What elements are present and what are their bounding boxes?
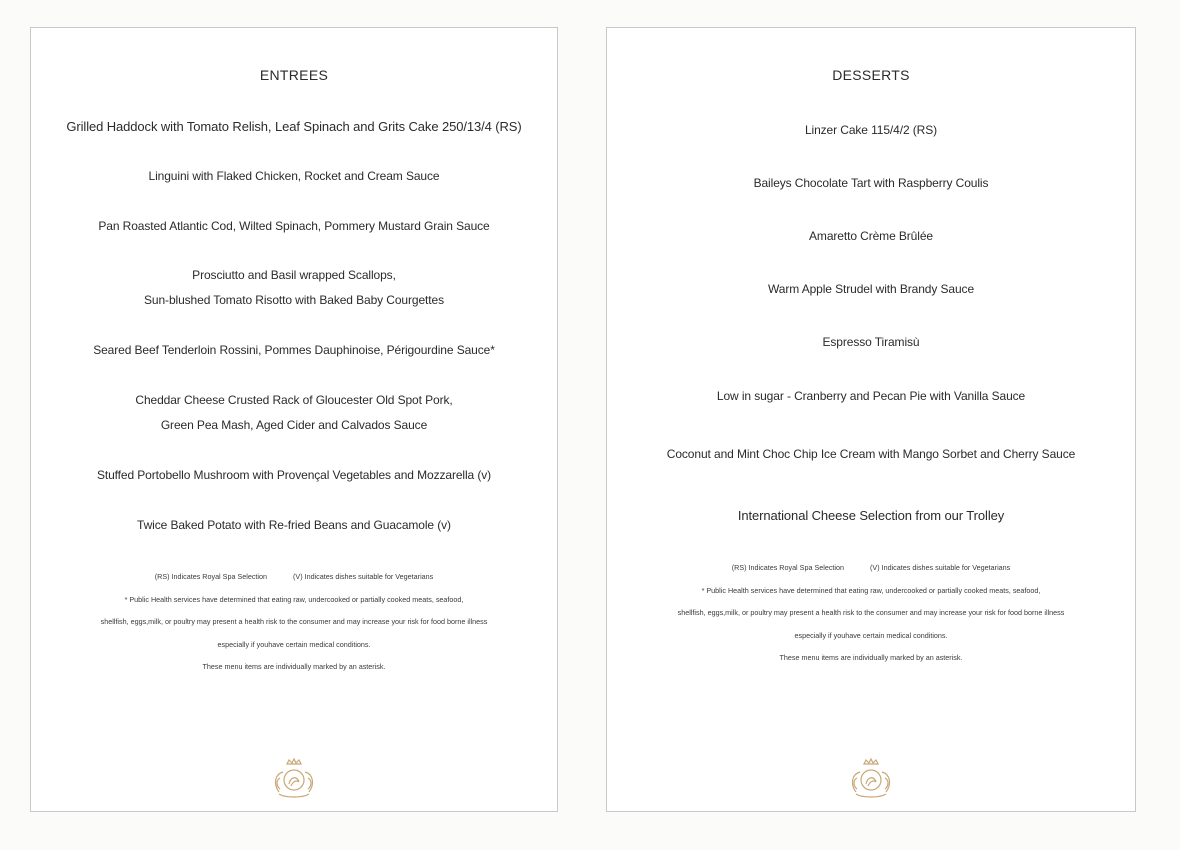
dish-line: Sun-blushed Tomato Risotto with Baked Baby Courgettes: [144, 293, 444, 307]
health-notice-line: * Public Health services have determined that eating raw, undercooked or partially cooked meats, seafood,: [124, 594, 464, 604]
health-notice-line: shellfish, eggs,milk, or poultry may present a health risk to the consumer and may increase your risk for food borne illness: [100, 617, 488, 626]
dish-item: [617, 442, 1125, 467]
dish-line: Baileys Chocolate Tart with Raspberry Coulis: [753, 176, 989, 190]
dish-line: International Cheese Selection from our Trolley: [737, 508, 1005, 523]
dish-line: Linzer Cake 115/4/2 (RS): [804, 123, 938, 137]
dish-line: Twice Baked Potato with Re-fried Beans and Guacamole (v): [137, 518, 451, 532]
dish-line: Prosciutto and Basil wrapped Scallops,: [192, 268, 396, 282]
dish-item: [41, 214, 547, 239]
legend-rs: (RS) Indicates Royal Spa Selection: [154, 572, 268, 581]
dish-item: [617, 224, 1125, 249]
legend-rs: (RS) Indicates Royal Spa Selection: [731, 563, 845, 572]
legend-v: (V) Indicates dishes suitable for Vegetarians: [870, 563, 1011, 572]
entrees-menu-page: [30, 27, 558, 812]
health-notice-line: These menu items are individually marked by an asterisk.: [779, 653, 963, 662]
entrees-heading: ENTREES: [259, 67, 329, 83]
dish-item: [617, 118, 1125, 143]
menu-notes: [607, 557, 1135, 670]
legend-line: [607, 557, 1135, 580]
health-notice-line: shellfish, eggs,milk, or poultry may present a health risk to the consumer and may increase your risk for food borne illness: [677, 608, 1065, 617]
dish-item: [41, 114, 547, 139]
health-notice-line: These menu items are individually marked by an asterisk.: [202, 662, 386, 671]
health-notice-line: especially if youhave certain medical conditions.: [794, 630, 948, 640]
dish-line: Amaretto Crème Brûlée: [809, 229, 933, 243]
dish-line: Low in sugar - Cranberry and Pecan Pie with Vanilla Sauce: [716, 389, 1026, 403]
dish-item: [617, 330, 1125, 355]
health-notice-line: especially if youhave certain medical conditions.: [217, 639, 371, 649]
dish-item: [41, 388, 547, 438]
dish-line: Stuffed Portobello Mushroom with Provençal Vegetables and Mozzarella (v): [96, 468, 492, 482]
desserts-heading: DESSERTS: [832, 67, 910, 83]
legend-line: [31, 566, 557, 589]
royal-crest-icon: [846, 756, 896, 802]
dish-item: [41, 463, 547, 488]
dish-line: Pan Roasted Atlantic Cod, Wilted Spinach, Pommery Mustard Grain Sauce: [98, 219, 490, 233]
legend-v: (V) Indicates dishes suitable for Vegetarians: [293, 572, 434, 581]
dish-item: [617, 503, 1125, 528]
dish-line: Green Pea Mash, Aged Cider and Calvados Sauce: [160, 418, 428, 432]
dish-item: [41, 164, 547, 189]
dish-line: Warm Apple Strudel with Brandy Sauce: [767, 282, 975, 296]
health-notice-line: * Public Health services have determined that eating raw, undercooked or partially cooked meats, seafood,: [701, 585, 1041, 595]
dish-item: [617, 277, 1125, 302]
dish-item: [41, 263, 547, 313]
dish-item: [41, 338, 547, 363]
menu-notes: [31, 566, 557, 679]
dish-line: Cheddar Cheese Crusted Rack of Gloucester Old Spot Pork,: [135, 393, 453, 407]
dish-line: Seared Beef Tenderloin Rossini, Pommes Dauphinoise, Périgourdine Sauce*: [93, 343, 495, 357]
desserts-menu-page: [606, 27, 1136, 812]
dish-item: [617, 384, 1125, 409]
dish-line: Coconut and Mint Choc Chip Ice Cream with Mango Sorbet and Cherry Sauce: [666, 447, 1076, 461]
dish-line: Linguini with Flaked Chicken, Rocket and Cream Sauce: [148, 169, 440, 183]
dish-item: [41, 513, 547, 538]
dish-item: [617, 171, 1125, 196]
royal-crest-icon: [269, 756, 319, 802]
dish-line: Espresso Tiramisù: [822, 335, 920, 349]
dish-line: Grilled Haddock with Tomato Relish, Leaf Spinach and Grits Cake 250/13/4 (RS): [66, 119, 522, 134]
